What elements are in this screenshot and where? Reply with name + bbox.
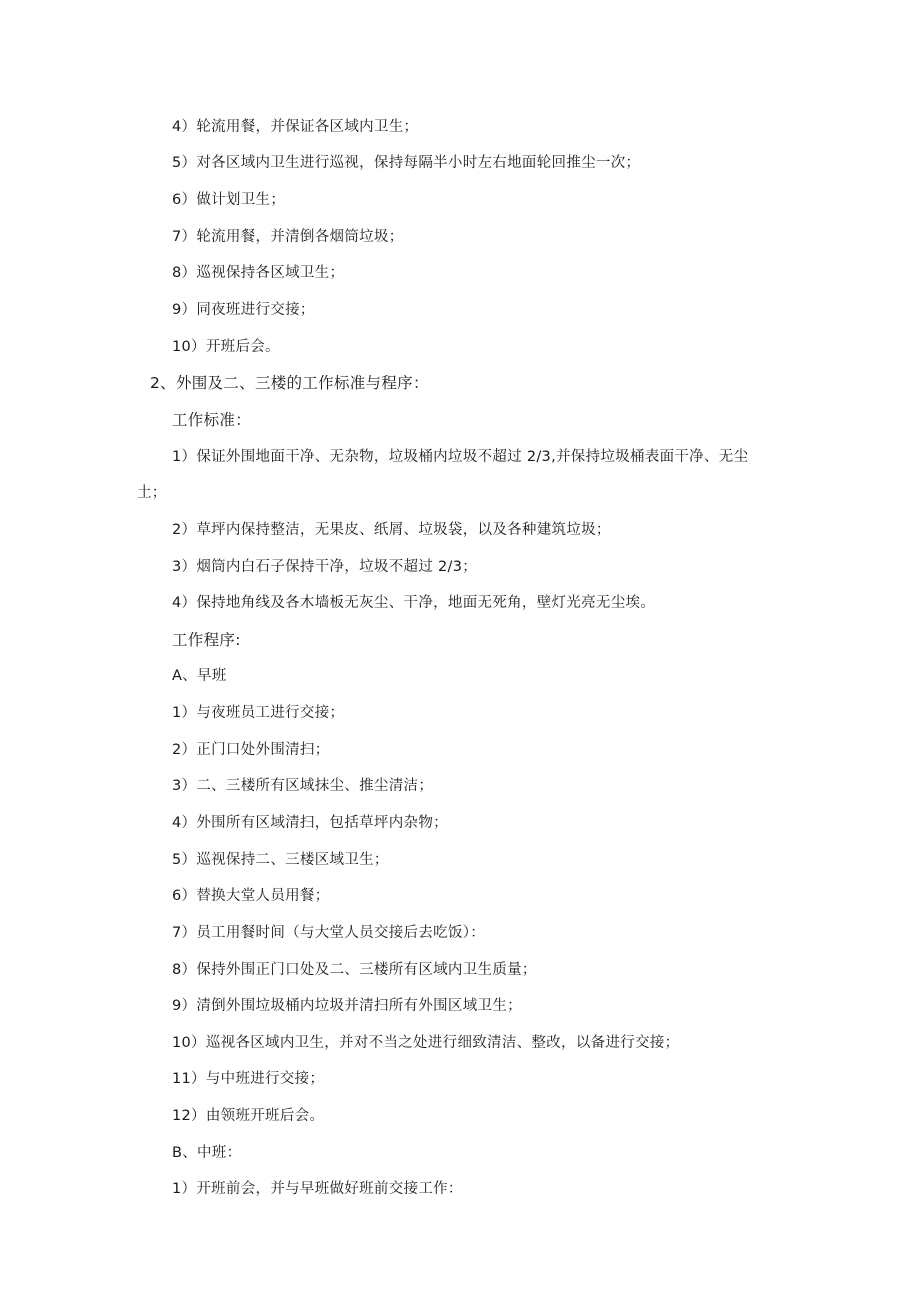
list-item: 10）开班后会。 xyxy=(172,339,280,355)
list-item: 10）巡视各区域内卫生，并对不当之处进行细致清洁、整改，以备进行交接； xyxy=(172,1035,680,1051)
list-item: 5）巡视保持二、三楼区域卫生； xyxy=(172,852,389,868)
list-item: 12）由领班开班后会。 xyxy=(172,1108,325,1124)
shift-heading: A、早班 xyxy=(172,668,227,684)
list-item: 8）巡视保持各区域卫生； xyxy=(172,265,345,281)
list-item: 4）轮流用餐，并保证各区域内卫生； xyxy=(172,119,419,135)
list-item: 3）二、三楼所有区域抹尘、推尘清洁； xyxy=(172,778,434,794)
section-heading: 2、外围及二、三楼的工作标准与程序： xyxy=(150,374,429,392)
list-item: 1）与夜班员工进行交接； xyxy=(172,705,345,721)
list-item: 8）保持外围正门口处及二、三楼所有区域内卫生质量； xyxy=(172,962,537,978)
shift-heading: B、中班： xyxy=(172,1145,242,1161)
list-item: 2）草坪内保持整洁，无果皮、纸屑、垃圾袋，以及各种建筑垃圾； xyxy=(172,522,611,538)
list-item: 1）开班前会，并与早班做好班前交接工作： xyxy=(172,1181,463,1197)
list-item: 1）保证外围地面干净、无杂物，垃圾桶内垃圾不超过 2/3,并保持垃圾桶表面干净、无尘 xyxy=(172,449,749,465)
list-item: 6）做计划卫生； xyxy=(172,192,286,208)
subsection-heading: 工作标准： xyxy=(172,411,252,429)
list-item: 3）烟筒内白石子保持干净，垃圾不超过 2/3； xyxy=(172,559,478,575)
list-item: 2）正门口处外围清扫； xyxy=(172,742,330,758)
list-item: 7）轮流用餐，并清倒各烟筒垃圾； xyxy=(172,229,404,245)
list-item: 9）同夜班进行交接； xyxy=(172,302,315,318)
list-item: 11）与中班进行交接； xyxy=(172,1071,325,1087)
list-item: 6）替换大堂人员用餐； xyxy=(172,888,330,904)
list-item-continuation: 土； xyxy=(137,485,167,501)
list-item: 5）对各区域内卫生进行巡视，保持每隔半小时左右地面轮回推尘一次； xyxy=(172,155,641,171)
list-item: 4）保持地角线及各木墙板无灰尘、干净，地面无死角，壁灯光亮无尘埃。 xyxy=(172,595,656,611)
list-item: 4）外围所有区域清扫，包括草坪内杂物； xyxy=(172,815,448,831)
subsection-heading: 工作程序: xyxy=(172,631,241,649)
list-item: 9）清倒外围垃圾桶内垃圾并清扫所有外围区域卫生； xyxy=(172,998,522,1014)
list-item: 7）员工用餐时间（与大堂人员交接后去吃饭）： xyxy=(172,925,486,941)
